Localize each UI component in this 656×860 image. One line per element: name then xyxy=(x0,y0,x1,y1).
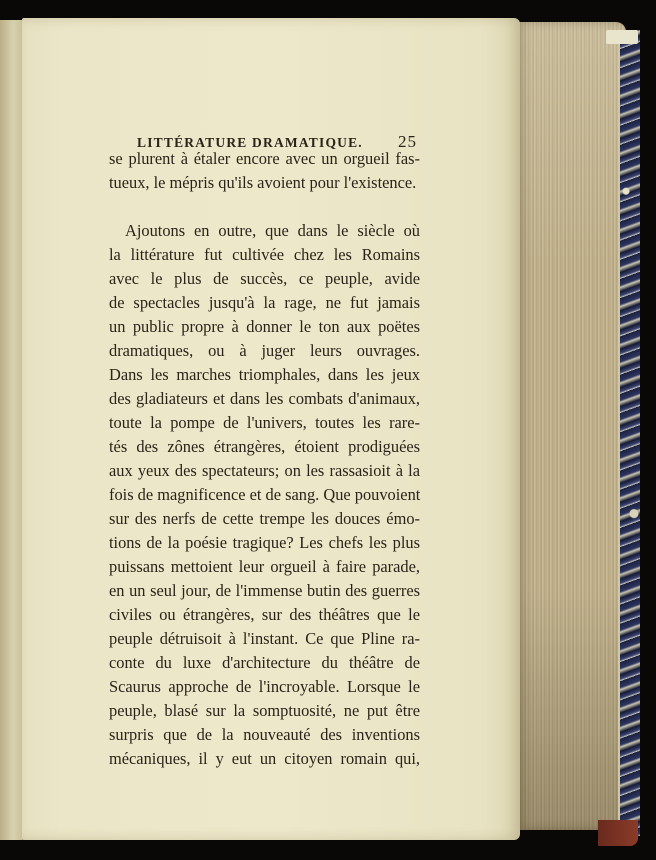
text-line: peuple détruisoit à l'instant. Ce que Pline ra- xyxy=(109,629,420,648)
facing-page-edge xyxy=(0,20,23,840)
text-line: conte du luxe d'architecture du théâtre de xyxy=(109,653,420,672)
page-edges-shade xyxy=(514,22,626,830)
text-line: se plurent à étaler encore avec un orgueil fas- xyxy=(109,149,420,168)
cover-corner xyxy=(606,30,638,44)
text-line: tions de la poésie tragique? Les chefs les plus xyxy=(109,533,420,552)
marbled-cover xyxy=(618,30,640,836)
text-line: la littérature fut cultivée chez les Romains xyxy=(109,245,420,264)
page-number: 25 xyxy=(398,132,417,151)
text-line: puissans mettoient leur orgueil à faire parade, xyxy=(109,557,420,576)
text-line: aux yeux des spectateurs; on les rassasioit à la xyxy=(109,461,420,480)
text-line: tés des zônes étrangères, étoient prodiguées xyxy=(109,437,420,456)
running-title: LITTÉRATURE DRAMATIQUE. xyxy=(137,135,363,150)
text-line: Ajoutons en outre, que dans le siècle où xyxy=(125,221,420,240)
binding-corner xyxy=(598,820,638,846)
text-line: en un seul jour, de l'immense butin des guerres xyxy=(109,581,420,600)
text-line: un public propre à donner le ton aux poëtes xyxy=(109,317,420,336)
book-page xyxy=(22,18,520,840)
text-line: mécaniques, il y eut un citoyen romain qui, xyxy=(109,749,420,768)
text-line: toute la pompe de l'univers, toutes les rare- xyxy=(109,413,420,432)
text-line: sur des nerfs de cette trempe les douces émo- xyxy=(109,509,420,528)
text-line: avec le plus de succès, ce peuple, avide xyxy=(109,269,420,288)
text-line: dramatiques, ou à juger leurs ouvrages. xyxy=(109,341,420,360)
text-line: Dans les marches triomphales, dans les jeux xyxy=(109,365,420,384)
text-line: surpris que de la nouveauté des inventions xyxy=(109,725,420,744)
text-line: Scaurus approche de l'incroyable. Lorsque le xyxy=(109,677,420,696)
text-line: peuple, blasé sur la somptuosité, ne put être xyxy=(109,701,420,720)
text-line: fois de magnificence et de sang. Que pouvoient xyxy=(109,485,421,504)
text-line: tueux, le mépris qu'ils avoient pour l'existence. xyxy=(109,173,417,192)
text-line: civiles ou étrangères, sur des théâtres que le xyxy=(109,605,420,624)
text-line: des gladiateurs et dans les combats d'animaux, xyxy=(109,389,420,408)
text-line: de spectacles jusqu'à la rage, ne fut jamais xyxy=(109,293,420,312)
